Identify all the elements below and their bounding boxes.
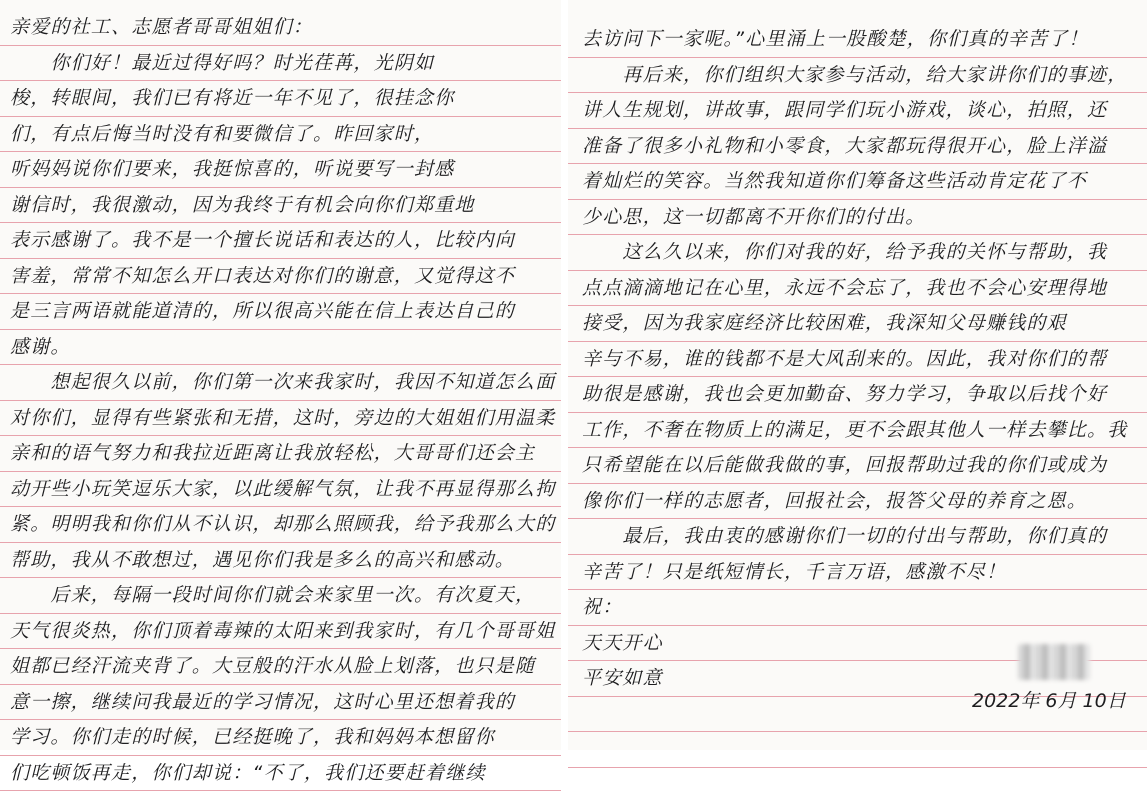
letter-line-text: 少心思，这一切都离不开你们的付出。 xyxy=(568,200,925,234)
letter-line-text: 亲爱的社工、志愿者哥哥姐姐们： xyxy=(0,10,313,44)
redacted-signature xyxy=(1018,644,1090,680)
letter-line xyxy=(568,235,1147,271)
letter-line-text: 紧。明明我和你们从不认识，却那么照顾我，给予我那么大的 xyxy=(0,507,555,541)
letter-line xyxy=(0,756,561,791)
letter-line xyxy=(568,271,1147,307)
letter-line xyxy=(568,377,1147,413)
letter-line-text: 像你们一样的志愿者，回报社会，报答父母的养育之恩。 xyxy=(568,484,1087,518)
letter-line xyxy=(0,259,561,295)
letter-line-text: 谢信时，我很激动，因为我终于有机会向你们郑重地 xyxy=(0,188,475,222)
letter-line xyxy=(568,590,1147,626)
letter-line-text: 辛与不易，谁的钱都不是大风刮来的。因此，我对你们的帮 xyxy=(568,342,1107,376)
letter-line xyxy=(0,365,561,401)
letter-date: 2022年 6月 10日 xyxy=(972,686,1126,713)
letter-line-text: 这么久以来，你们对我的好，给予我的关怀与帮助，我 xyxy=(568,235,1107,269)
letter-line xyxy=(0,188,561,224)
letter-line-text: 梭，转眼间，我们已有将近一年不见了，很挂念你 xyxy=(0,81,454,115)
letter-line xyxy=(568,342,1147,378)
letter-line xyxy=(568,555,1147,591)
letter-line xyxy=(568,93,1147,129)
letter-line-text: 讲人生规划，讲故事，跟同学们玩小游戏，谈心，拍照，还 xyxy=(568,93,1107,127)
letter-line-text: 对你们，显得有些紧张和无措，这时，旁边的大姐姐们用温柔 xyxy=(0,401,555,435)
letter-line-text: 祝： xyxy=(568,590,622,624)
letter-line-text: 们吃顿饭再走，你们却说：“不了，我们还要赶着继续 xyxy=(0,756,486,790)
letter-line-text: 听妈妈说你们要来，我挺惊喜的，听说要写一封感 xyxy=(0,152,454,186)
letter-line xyxy=(568,484,1147,520)
letter-line xyxy=(0,472,561,508)
letter-line-text: 害羞，常常不知怎么开口表达对你们的谢意，又觉得这不 xyxy=(0,259,515,293)
letter-line-text: 动开些小玩笑逗乐大家，以此缓解气氛，让我不再显得那么拘 xyxy=(0,472,555,506)
letter-line xyxy=(0,507,561,543)
letter-line-text: 最后，我由衷的感谢你们一切的付出与帮助，你们真的 xyxy=(568,519,1107,553)
letter-line xyxy=(568,448,1147,484)
letter-line xyxy=(568,58,1147,94)
letter-line-text: 助很是感谢，我也会更加勤奋、努力学习，争取以后找个好 xyxy=(568,377,1107,411)
letter-line-text: 们，有点后悔当时没有和要微信了。昨回家时， xyxy=(0,117,434,151)
letter-line-text: 后来，每隔一段时间你们就会来家里一次。有次夏天， xyxy=(0,578,535,612)
letter-line-text: 是三言两语就能道清的，所以很高兴能在信上表达自己的 xyxy=(0,294,515,328)
letter-line xyxy=(0,152,561,188)
letter-line-text: 着灿烂的笑容。当然我知道你们筹备这些活动肯定花了不 xyxy=(568,164,1087,198)
letter-line xyxy=(0,294,561,330)
letter-line-text: 亲和的语气努力和我拉近距离让我放轻松，大哥哥们还会主 xyxy=(0,436,535,470)
letter-line-text: 学习。你们走的时候，已经挺晚了，我和妈妈本想留你 xyxy=(0,720,495,754)
letter-line-text: 意一擦，继续问我最近的学习情况，这时心里还想着我的 xyxy=(0,685,515,719)
page-gap xyxy=(561,0,568,750)
letter-line-text: 想起很久以前，你们第一次来我家时，我因不知道怎么面 xyxy=(0,365,555,399)
letter-line xyxy=(0,223,561,259)
letter-line xyxy=(0,649,561,685)
letter-line xyxy=(568,200,1147,236)
letter-line xyxy=(0,543,561,579)
letter-line-text: 辛苦了！只是纸短情长，千言万语，感激不尽！ xyxy=(568,555,1006,589)
letter-line xyxy=(568,413,1147,449)
letter-page-left xyxy=(0,0,561,750)
letter-line-text: 表示感谢了。我不是一个擅长说话和表达的人，比较内向 xyxy=(0,223,515,257)
letter-line xyxy=(0,578,561,614)
letter-line-text: 准备了很多小礼物和小零食，大家都玩得很开心，脸上洋溢 xyxy=(568,129,1107,163)
letter-line-text: 只希望能在以后能做我做的事，回报帮助过我的你们或成为 xyxy=(568,448,1107,482)
letter-line-text: 工作，不奢在物质上的满足，更不会跟其他人一样去攀比。我 xyxy=(568,413,1127,447)
letter-page-right xyxy=(568,0,1147,750)
letter-line xyxy=(0,46,561,82)
letter-line xyxy=(568,306,1147,342)
letter-line-text: 姐都已经汗流夹背了。大豆般的汗水从脸上划落，也只是随 xyxy=(0,649,535,683)
letter-line xyxy=(568,164,1147,200)
letter-line-text: 再后来，你们组织大家参与活动，给大家讲你们的事迹， xyxy=(568,58,1127,92)
letter-line xyxy=(568,22,1147,58)
letter-line-text: 你们好！最近过得好吗？时光荏苒，光阴如 xyxy=(0,46,434,80)
letter-line xyxy=(0,436,561,472)
letter-line xyxy=(568,519,1147,555)
letter-line xyxy=(568,732,1147,768)
letter-line xyxy=(568,129,1147,165)
letter-line-text: 平安如意 xyxy=(568,661,663,695)
letter-line-text: 天气很炎热，你们顶着毒辣的太阳来到我家时，有几个哥哥姐 xyxy=(0,614,555,648)
letter-line xyxy=(0,117,561,153)
letter-line xyxy=(0,81,561,117)
letter-line-text: 去访问下一家呢。”心里涌上一股酸楚，你们真的辛苦了！ xyxy=(568,22,1089,56)
letter-line-text: 接受，因为我家庭经济比较困难，我深知父母赚钱的艰 xyxy=(568,306,1067,340)
letter-line xyxy=(0,401,561,437)
letter-line-text: 点点滴滴地记在心里，永远不会忘了，我也不会心安理得地 xyxy=(568,271,1107,305)
letter-line-text: 天天开心 xyxy=(568,626,663,660)
letter-line-text: 感谢。 xyxy=(0,330,71,364)
letter-line xyxy=(0,330,561,366)
letter-line xyxy=(0,614,561,650)
letter-line xyxy=(0,720,561,756)
letter-line xyxy=(0,685,561,721)
letter-line-text: 帮助，我从不敢想过，遇见你们我是多么的高兴和感动。 xyxy=(0,543,515,577)
letter-line xyxy=(0,10,561,46)
